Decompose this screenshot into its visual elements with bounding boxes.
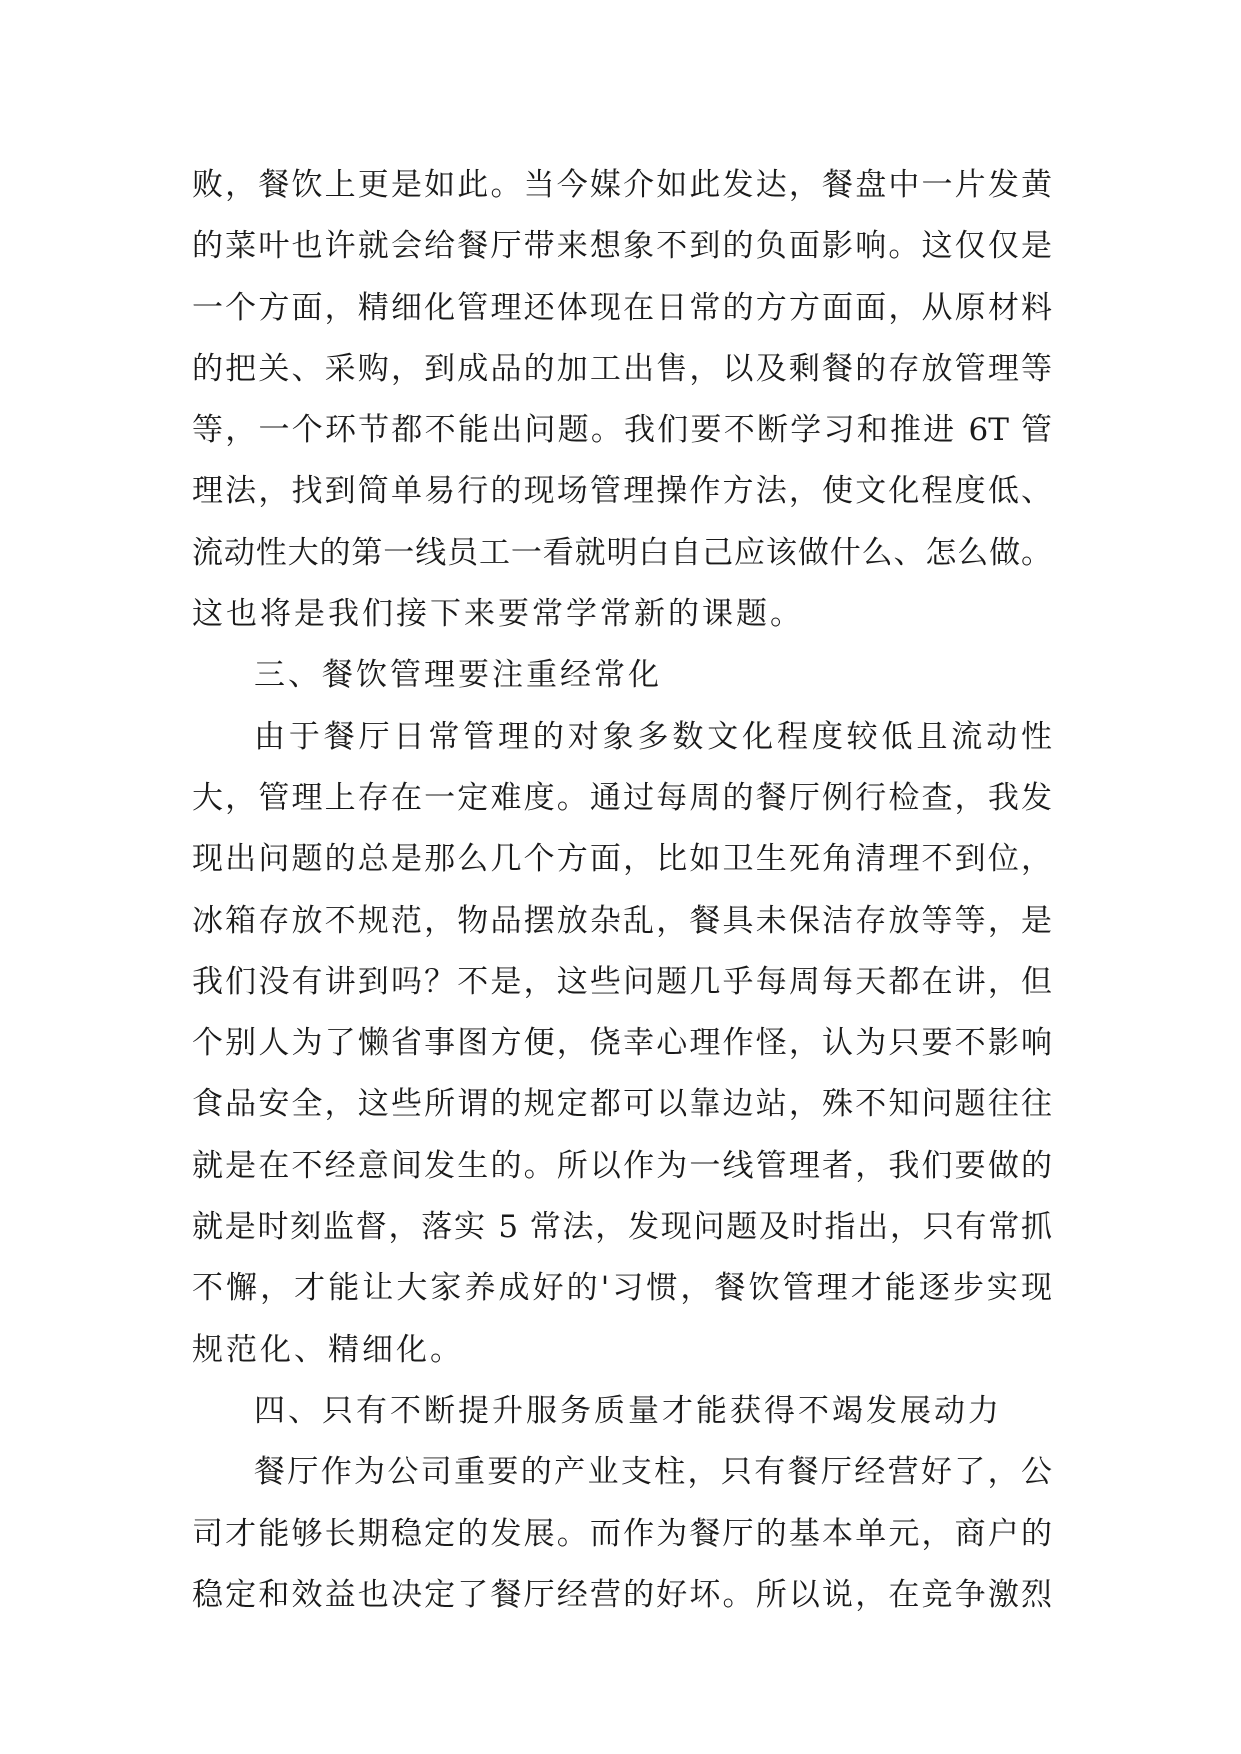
text-line: 就是在不经意间发生的。所以作为一线管理者，我们要做的 (192, 1147, 1052, 1184)
text-line: 我们没有讲到吗？不是，这些问题几乎每周每天都在讲，但 (192, 963, 1052, 1000)
body-text (192, 155, 1052, 1626)
section-heading: 三、餐饮管理要注重经常化 (254, 657, 662, 694)
text-line: 由于餐厅日常管理的对象多数文化程度较低且流动性 (254, 718, 1052, 755)
text-line: 这也将是我们接下来要常学常新的课题。 (192, 596, 804, 633)
text-line: 等，一个环节都不能出问题。我们要不断学习和推进 6T 管 (192, 412, 1052, 449)
text-line: 的菜叶也许就会给餐厅带来想象不到的负面影响。这仅仅是 (192, 228, 1052, 265)
text-line: 大，管理上存在一定难度。通过每周的餐厅例行检查，我发 (192, 779, 1052, 816)
section-heading: 四、只有不断提升服务质量才能获得不竭发展动力 (254, 1392, 1002, 1429)
text-line: 司才能够长期稳定的发展。而作为餐厅的基本单元，商户的 (192, 1515, 1052, 1552)
text-line: 流动性大的第一线员工一看就明白自己应该做什么、怎么做。 (192, 534, 1052, 571)
text-line: 食品安全，这些所谓的规定都可以靠边站，殊不知问题往往 (192, 1086, 1052, 1123)
text-line: 的把关、采购，到成品的加工出售，以及剩餐的存放管理等 (192, 350, 1052, 387)
text-line: 败，餐饮上更是如此。当今媒介如此发达，餐盘中一片发黄 (192, 167, 1052, 203)
text-line: 一个方面，精细化管理还体现在日常的方方面面，从原材料 (192, 289, 1052, 326)
text-line: 规范化、精细化。 (192, 1331, 464, 1368)
text-line: 理法，找到简单易行的现场管理操作方法，使文化程度低、 (192, 473, 1052, 510)
text-line: 稳定和效益也决定了餐厅经营的好坏。所以说，在竞争激烈 (192, 1576, 1052, 1613)
text-line: 冰箱存放不规范，物品摆放杂乱，餐具未保洁存放等等，是 (192, 902, 1052, 939)
text-line: 现出问题的总是那么几个方面，比如卫生死角清理不到位， (192, 841, 1052, 878)
text-line: 个别人为了懒省事图方便，侥幸心理作怪，认为只要不影响 (192, 1025, 1052, 1062)
text-line: 就是时刻监督，落实 5 常法，发现问题及时指出，只有常抓 (192, 1209, 1052, 1246)
text-line: 餐厅作为公司重要的产业支柱，只有餐厅经营好了，公 (254, 1454, 1052, 1491)
text-line: 不懈，才能让大家养成好的'习惯，餐饮管理才能逐步实现 (192, 1270, 1052, 1307)
